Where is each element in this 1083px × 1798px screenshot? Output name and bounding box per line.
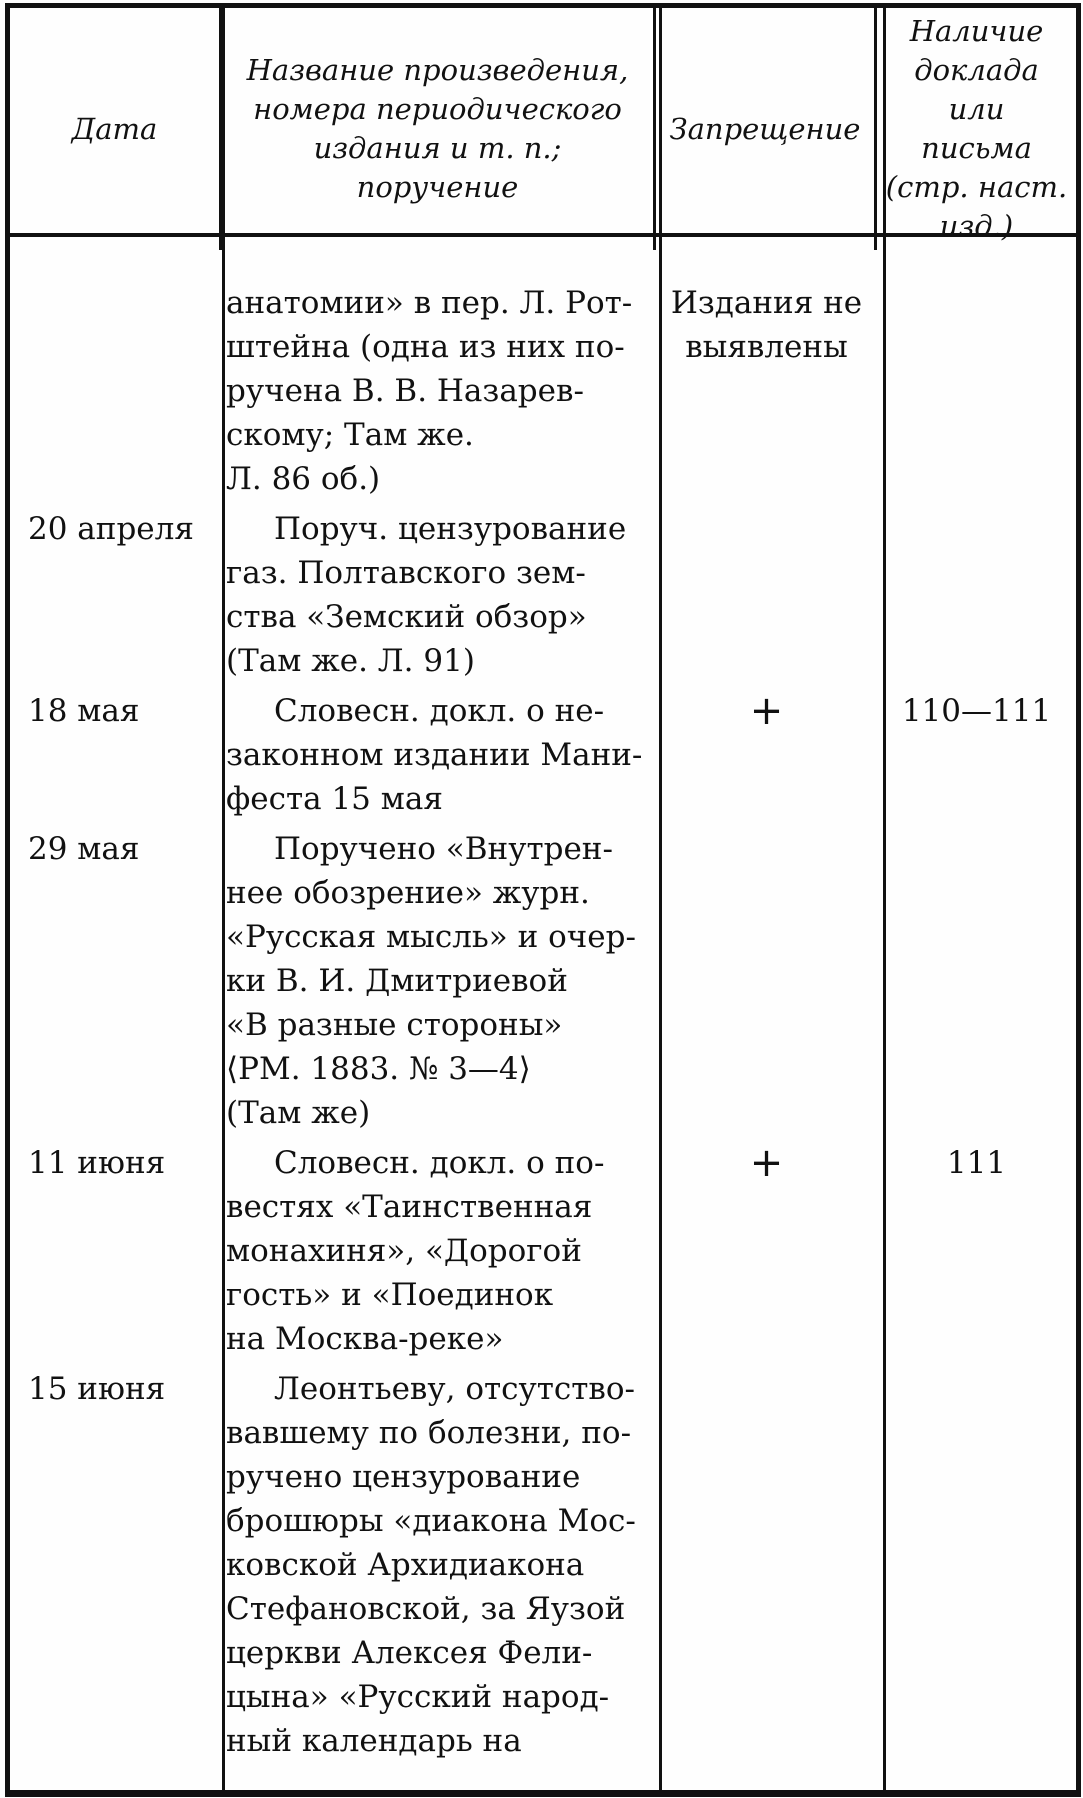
entry-text-line: феста 15 мая	[226, 781, 443, 817]
entry-date-cell	[10, 689, 222, 821]
date-text: 11 июня	[28, 1145, 166, 1181]
entry-text-line: законном издании Мани-	[226, 737, 643, 773]
header-cell-title	[222, 8, 656, 250]
entry-text-line: ручено цензурование	[226, 1459, 581, 1495]
entry-pages-cell	[877, 1367, 1076, 1763]
header-label-line: письма	[921, 131, 1032, 165]
entry-prohibition-cell	[656, 507, 877, 683]
entry-text-line: Леонтьеву, отсутство-	[274, 1371, 635, 1407]
entry-text-line: (Там же. Л. 91)	[226, 643, 475, 679]
entry-text-line: газ. Полтавского зем-	[226, 555, 586, 591]
header-label-line: Название произведения,	[246, 53, 629, 87]
date-text: 18 мая	[28, 693, 140, 729]
date-text: 29 мая	[28, 831, 140, 867]
header-cell-date	[10, 8, 222, 250]
entry-text-line: брошюры «диакона Мос-	[226, 1503, 636, 1539]
entry-text-line: вестях «Таинственная	[226, 1189, 593, 1225]
header-cell-report	[877, 8, 1076, 250]
entry-text-line: ковской Архидиакона	[226, 1547, 585, 1583]
entry-text-line: Поручено «Внутрен-	[274, 831, 613, 867]
entry-text-line: Стефановской, за Яузой	[226, 1591, 626, 1627]
header-label-line: изд.)	[939, 209, 1014, 243]
entry-text-line: штейна (одна из них по-	[226, 329, 625, 365]
entry-date-cell	[10, 827, 222, 1135]
column-separator	[659, 8, 662, 1790]
entry-text-line: цына» «Русский народ-	[226, 1679, 610, 1715]
table-row	[10, 1367, 1076, 1763]
entry-text-line: на Москва-реке»	[226, 1321, 504, 1357]
entry-text-line: Л. 86 об.)	[226, 461, 381, 497]
header-label-line: издания и т. п.;	[313, 131, 562, 165]
prohibition-plus-mark: +	[749, 688, 784, 734]
entry-text-line: анатомии» в пер. Л. Рот-	[226, 285, 633, 321]
table-row	[10, 827, 1076, 1135]
entry-date-cell	[10, 507, 222, 683]
entry-text-line: гость» и «Поединок	[226, 1277, 554, 1313]
entry-text-line: ки В. И. Дмитриевой	[226, 963, 568, 999]
column-separator	[883, 8, 886, 1790]
entry-pages-cell	[877, 507, 1076, 683]
entry-date-cell	[10, 281, 222, 501]
header-label-line: Запрещение	[669, 111, 861, 146]
header-label-line: Дата	[71, 111, 158, 146]
entry-date-cell	[10, 1141, 222, 1361]
prohibition-plus-mark: +	[749, 1140, 784, 1186]
entry-prohibition-cell	[656, 1367, 877, 1763]
header-label-line: (стр. наст.	[885, 170, 1068, 204]
entry-text-line: «Русская мысль» и очер-	[226, 919, 636, 955]
table-row	[10, 281, 1076, 501]
entry-text-line: Словесн. докл. о по-	[274, 1145, 605, 1181]
entry-text-line: вавшему по болезни, по-	[226, 1415, 632, 1451]
table-body	[10, 237, 1076, 1790]
pages-text: 110—111	[901, 693, 1052, 729]
entry-prohibition-cell	[656, 281, 877, 501]
entry-pages-cell	[877, 281, 1076, 501]
entry-text-line: Поруч. цензурование	[274, 511, 627, 547]
entry-text-line: церкви Алексея Фели-	[226, 1635, 593, 1671]
date-text: 15 июня	[28, 1371, 166, 1407]
entry-text-line: скому; Там же.	[226, 417, 474, 453]
entry-text-line: Словесн. докл. о не-	[274, 693, 605, 729]
entry-text-cell	[222, 827, 656, 1135]
entry-text-line: ства «Земский обзор»	[226, 599, 587, 635]
entry-text-line: (Там же)	[226, 1095, 371, 1131]
table-row	[10, 507, 1076, 683]
header-label-line: поручение	[356, 170, 519, 204]
entry-prohibition-cell	[656, 827, 877, 1135]
entry-text-line: нее обозрение» журн.	[226, 875, 590, 911]
table-header-row	[10, 8, 1076, 243]
entry-date-cell	[10, 1367, 222, 1763]
entry-prohibition-cell	[656, 689, 877, 821]
header-cell-prohibition	[656, 8, 877, 250]
entry-text-cell	[222, 689, 656, 821]
entry-text-line: ручена В. В. Назарев-	[226, 373, 584, 409]
entry-pages-cell	[877, 689, 1076, 821]
censorship-ledger-table	[5, 3, 1081, 1797]
pages-text: 111	[946, 1145, 1007, 1181]
table-row	[10, 1141, 1076, 1361]
entry-pages-cell	[877, 827, 1076, 1135]
entry-text-line: ный календарь на	[226, 1723, 522, 1759]
entry-pages-cell	[877, 1141, 1076, 1361]
entry-text-cell	[222, 1367, 656, 1763]
prohibition-line: Издания не	[670, 285, 863, 321]
column-separator	[222, 8, 225, 1790]
table-row	[10, 689, 1076, 821]
entry-text-line: ⟨РМ. 1883. № 3—4⟩	[226, 1051, 531, 1087]
header-label-line: Наличие	[909, 14, 1044, 48]
entry-text-cell	[222, 1141, 656, 1361]
entry-text-line: монахиня», «Дорогой	[226, 1233, 582, 1269]
entry-prohibition-cell	[656, 1141, 877, 1361]
date-text: 20 апреля	[28, 511, 194, 547]
header-label-line: номера периодического	[253, 92, 622, 126]
entry-text-cell	[222, 281, 656, 501]
entry-text-cell	[222, 507, 656, 683]
prohibition-line: выявлены	[685, 329, 848, 365]
header-label-line: доклада или	[914, 53, 1039, 126]
entry-text-line: «В разные стороны»	[226, 1007, 563, 1043]
